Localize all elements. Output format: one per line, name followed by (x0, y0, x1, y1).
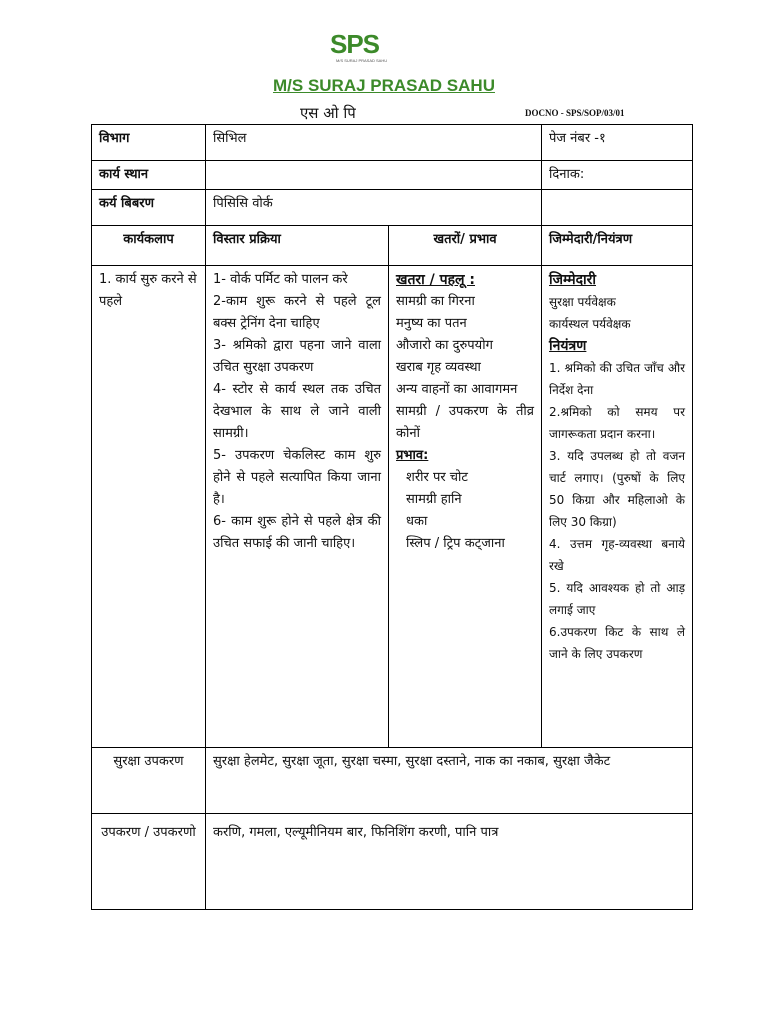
hazard-item: मनुष्य का पतन (396, 316, 467, 331)
control-item: 6.उपकरण किट के साथ ले जाने के लिए उपकरण (549, 625, 686, 661)
equipment-label: उपकरण / उपकरणो (92, 814, 206, 910)
company-logo (330, 28, 394, 70)
site-row (92, 161, 693, 190)
responsibility-heading: जिम्मेदारी (549, 272, 596, 288)
work-label: कर्य बिबरण (92, 190, 206, 226)
logo-text: SPS (330, 29, 380, 59)
effect-item: धका (406, 514, 428, 529)
equipment-value: करणि, गमला, एल्यूमीनियम बार, फिनिशिंग करणी, पानि पात्र (206, 814, 693, 910)
column-activity: कार्यकलाप (92, 226, 206, 266)
safety-label: सुरक्षा उपकरण (92, 748, 206, 814)
hazard-item: सामग्री का गिरना (396, 294, 475, 309)
sop-label: एस ओ पि (300, 104, 356, 122)
process-step: 4- स्टोर से कार्य स्थल तक उचित देखभाल के साथ ले जाने वाली सामग्री। (213, 382, 381, 441)
effect-item: सामग्री हानि (406, 492, 462, 507)
equipment-row (92, 814, 693, 910)
activity-title: 1. कार्य सुरु करने से पहले (92, 266, 206, 748)
date-label: दिनाक: (542, 161, 693, 190)
site-value (206, 161, 542, 190)
process-step: 2-काम शुरू करने से पहले टूल बक्स ट्रेनिंग देना चाहिए (213, 294, 381, 331)
effect-item: शरीर पर चोट (406, 470, 468, 485)
work-row (92, 190, 693, 226)
control-heading: नियंत्रण (549, 338, 587, 354)
process-step: 3- श्रमिको द्वारा पहना जाने वाला उचित सुरक्षा उपकरण (213, 338, 381, 375)
column-header-row (92, 226, 693, 266)
hazards-cell (389, 266, 542, 748)
department-row (92, 125, 693, 161)
process-step: 1- वोर्क पर्मिट को पालन करे (213, 272, 348, 287)
hazard-item: अन्य वाहनों का आवागमन (396, 382, 518, 397)
control-item: 5. यदि आवश्यक हो तो आड़ लगाई जाए (549, 581, 686, 617)
column-hazards: खतरों/ प्रभाव (389, 226, 542, 266)
safety-row (92, 748, 693, 814)
responsibility-item: सुरक्षा पर्यवेक्षक (549, 295, 616, 309)
sop-table (91, 124, 693, 910)
hazard-item: सामग्री / उपकरण के तीव्र कोनों (396, 404, 535, 441)
responsibility-item: कार्यस्थल पर्यवेक्षक (549, 317, 631, 331)
site-label: कार्य स्थान (92, 161, 206, 190)
process-step: 6- काम शुरू होने से पहले क्षेत्र की उचित सफाई की जानी चाहिए। (213, 514, 381, 551)
process-steps (206, 266, 389, 748)
control-item: 4. उत्तम गृह-व्यवस्था बनाये रखे (549, 537, 686, 573)
activity-row (92, 266, 693, 748)
process-step: 5- उपकरण चेकलिस्ट काम शुरु होने से पहले सत्यापित किया जाना है। (213, 448, 381, 507)
responsibility-cell (542, 266, 693, 748)
hazard-item: औजारो का दुरुपयोग (396, 338, 493, 353)
work-empty-cell (542, 190, 693, 226)
department-value: सिभिल (206, 125, 542, 161)
work-value: पिसिसि वोर्क (206, 190, 542, 226)
logo-subtext: M/S SURAJ PRASAD SAHU (336, 58, 388, 63)
page-number: पेज नंबर -१ (542, 125, 693, 161)
control-item: 3. यदि उपलब्ध हो तो वजन चार्ट लगाए। (पुरुषों के लिए 50 किग्रा और महिलाओ के लिए 30 किग्रा) (549, 449, 686, 529)
department-label: विभाग (92, 125, 206, 161)
hazard-item: खराब गृह व्यवस्था (396, 360, 481, 375)
column-responsibility: जिम्मेदारी/नियंत्रण (542, 226, 693, 266)
control-item: 1. श्रमिको की उचित जाँच और निर्देश देना (549, 361, 686, 397)
effect-heading: प्रभाव: (396, 448, 429, 463)
company-name: M/S SURAJ PRASAD SAHU (273, 76, 495, 95)
safety-value: सुरक्षा हेलमेट, सुरक्षा जूता, सुरक्षा चस्मा, सुरक्षा दस्ताने, नाक का नकाब, सुरक्षा जैकेट (206, 748, 693, 814)
document-number: DOCNO - SPS/SOP/03/01 (525, 108, 625, 118)
control-item: 2.श्रमिको को समय पर जागरूकता प्रदान करना। (549, 405, 686, 441)
column-process: विस्तार प्रक्रिया (206, 226, 389, 266)
hazards-heading: खतरा / पहलू : (396, 272, 475, 288)
effect-item: स्लिप / ट्रिप कट्जाना (406, 536, 505, 551)
